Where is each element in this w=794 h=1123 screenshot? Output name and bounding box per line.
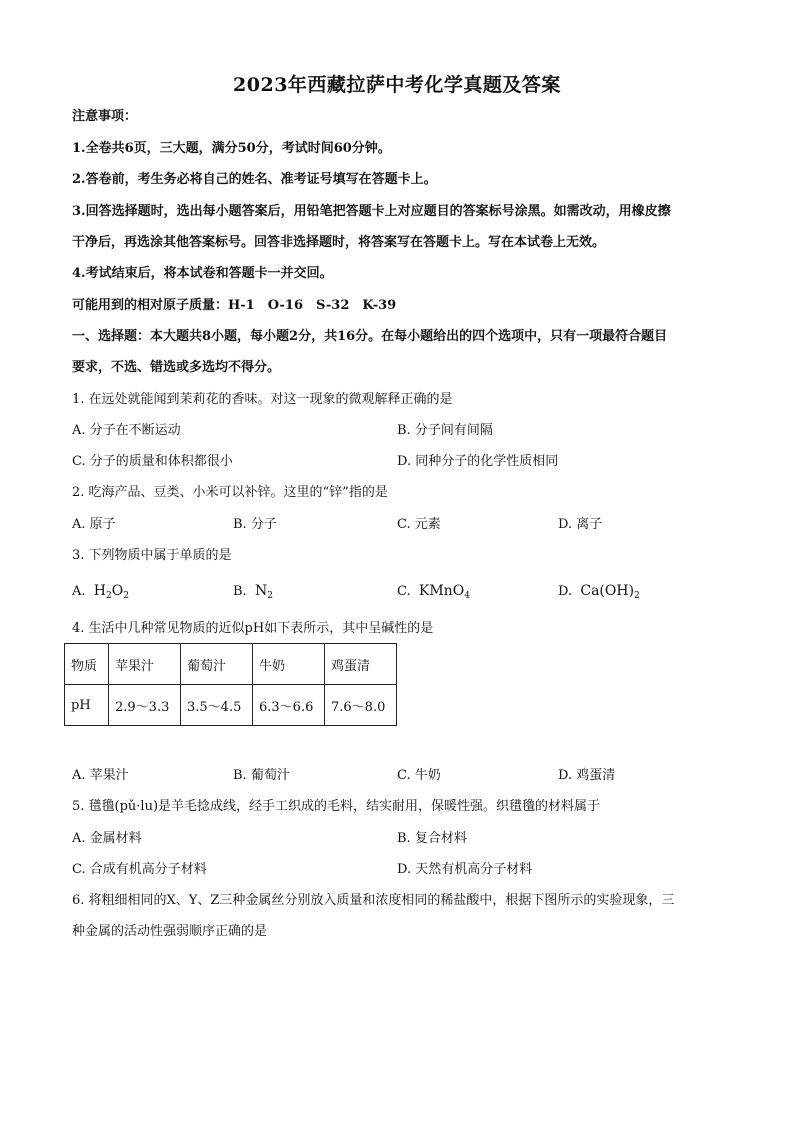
q3-b-n: N [254, 583, 268, 599]
q2-option-d: D. 离子 [558, 517, 603, 532]
q6-stem: 6. 将粗细相同的X、Y、Z三种金属丝分别放入质量和浓度相同的稀盐酸中，根据下图所示的实验现象，三 [72, 893, 675, 908]
table-cell: pH [65, 685, 109, 726]
notice-item-1: 1.全卷共6页，三大题，满分50分，考试时间60分钟。 [72, 141, 391, 156]
q3-option-a-label: A. [72, 584, 86, 599]
notice-item-2: 2.答卷前，考生务必将自己的姓名、准考证号填写在答题卡上。 [72, 172, 437, 187]
q3-option-c-label: C. [397, 584, 411, 599]
table-cell: 2.9～3.3 [109, 685, 181, 726]
q3-option-c-formula [419, 583, 470, 599]
ph-table [64, 643, 397, 726]
q5-option-c: C. 合成有机高分子材料 [72, 862, 207, 877]
q3-a-h: H [93, 583, 107, 599]
table-cell: 苹果汁 [109, 644, 181, 685]
q2-option-c: C. 元素 [397, 517, 441, 532]
notice-item-3-cont: 干净后，再选涂其他答案标号。回答非选择题时，将答案写在答题卡上。写在本试卷上无效。 [72, 235, 606, 250]
notice-item-4: 4.考试结束后，将本试卷和答题卡一并交回。 [72, 266, 333, 281]
q2-option-b: B. 分子 [233, 517, 277, 532]
q5-option-d: D. 天然有机高分子材料 [397, 862, 533, 877]
q1-option-a: A. 分子在不断运动 [72, 423, 181, 438]
q3-c-kmno: KMnO [418, 583, 465, 599]
q3-option-b-label: B. [233, 584, 247, 599]
atomic-mass-line: 可能用到的相对原子质量：H-1 O-16 S-32 K-39 [72, 298, 397, 313]
ph-table-header-row [65, 644, 397, 685]
q3-d-caoh: Ca(OH) [580, 583, 635, 599]
q5-option-a: A. 金属材料 [72, 831, 142, 846]
q4-option-a: A. 苹果汁 [72, 768, 129, 783]
q3-stem: 3. 下列物质中属于单质的是 [72, 548, 232, 563]
table-cell: 3.5～4.5 [181, 685, 253, 726]
table-cell: 物质 [65, 644, 109, 685]
q3-b-sub: 2 [267, 591, 273, 601]
q5-option-b: B. 复合材料 [397, 831, 467, 846]
q3-option-d-formula [580, 583, 639, 599]
notice-heading: 注意事项： [72, 109, 138, 124]
q3-d-sub: 2 [634, 591, 640, 601]
table-cell: 牛奶 [253, 644, 325, 685]
q3-option-d [558, 582, 640, 601]
q1-stem: 1. 在远处就能闻到茉莉花的香味。对这一现象的微观解释正确的是 [72, 392, 453, 407]
q5-stem: 5. 氆氇(pǔ·lu)是羊毛捻成线，经手工织成的毛料，结实耐用，保暖性强。织氆氇的材料属于 [72, 799, 601, 814]
q4-option-c: C. 牛奶 [397, 768, 441, 783]
notice-item-3: 3.回答选择题时，选出每小题答案后，用铅笔把答题卡上对应题目的答案标号涂黑。如需改动，用橡皮擦 [72, 204, 671, 219]
q1-option-c: C. 分子的质量和体积都很小 [72, 454, 233, 469]
q3-a-sub2: 2 [123, 591, 129, 601]
q3-option-b [233, 582, 273, 601]
q6-stem-cont: 种金属的活动性强弱顺序正确的是 [72, 924, 268, 939]
q3-option-a-formula [94, 583, 129, 599]
q3-option-c [397, 582, 470, 601]
q3-c-sub: 4 [464, 591, 470, 601]
q2-option-a: A. 原子 [72, 517, 116, 532]
table-cell: 6.3～6.6 [253, 685, 325, 726]
q3-option-a [72, 582, 129, 601]
table-cell: 鸡蛋清 [325, 644, 397, 685]
q1-option-d: D. 同种分子的化学性质相同 [397, 454, 559, 469]
q1-option-b: B. 分子间有间隔 [397, 423, 493, 438]
q4-option-b: B. 葡萄汁 [233, 768, 290, 783]
q3-a-sub1: 2 [106, 591, 112, 601]
q4-stem: 4. 生活中几种常见物质的近似pH如下表所示，其中呈碱性的是 [72, 621, 434, 636]
table-cell: 7.6～8.0 [325, 685, 397, 726]
table-cell: 葡萄汁 [181, 644, 253, 685]
q3-option-b-formula [255, 583, 273, 599]
ph-table-value-row [65, 685, 397, 726]
page-title: 2023年西藏拉萨中考化学真题及答案 [233, 74, 561, 96]
q3-a-o: O [111, 583, 124, 599]
q2-stem: 2. 吃海产品、豆类、小米可以补锌。这里的“锌”指的是 [72, 485, 388, 500]
section-heading: 一、选择题：本大题共8小题，每小题2分，共16分。在每小题给出的四个选项中，只有一项最符合题目 [72, 329, 668, 344]
q4-option-d: D. 鸡蛋清 [558, 768, 616, 783]
q3-option-d-label: D. [558, 584, 573, 599]
section-heading-cont: 要求，不选、错选或多选均不得分。 [72, 360, 281, 375]
